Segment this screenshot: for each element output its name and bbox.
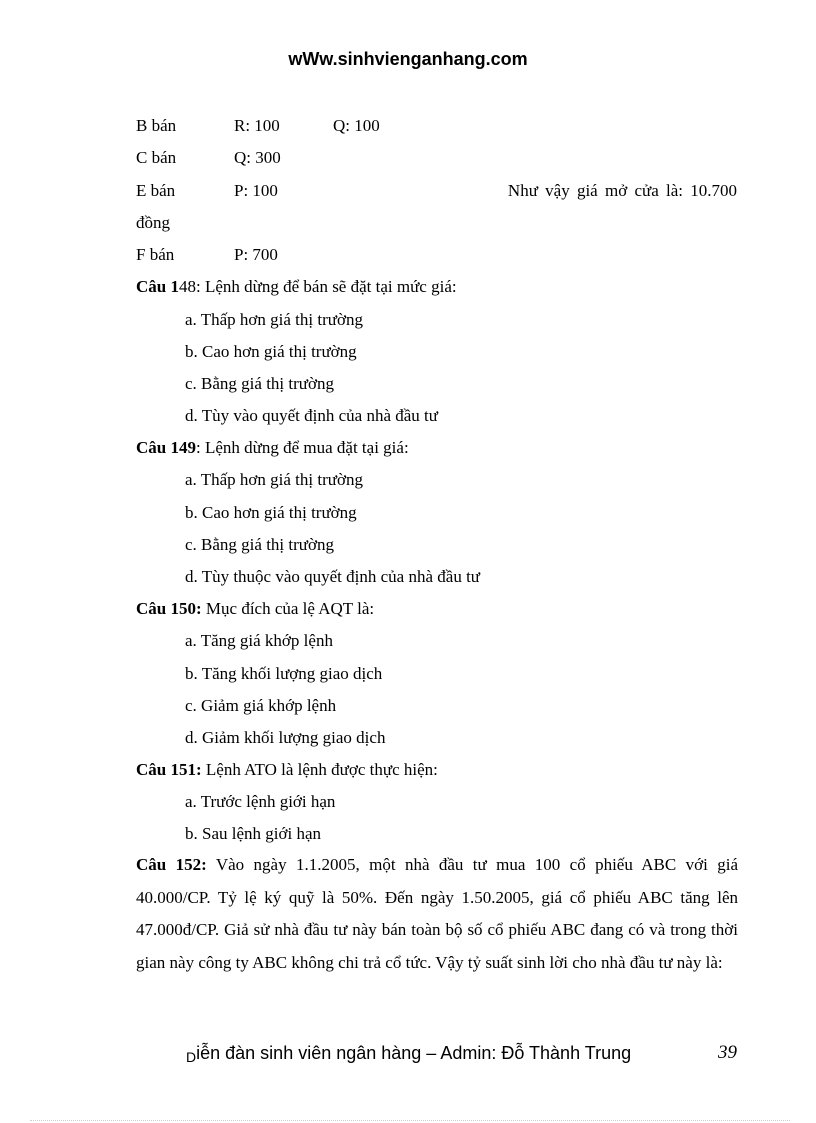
question-148-option-a: a. Thấp hơn giá thị trường [185, 310, 363, 329]
question-150-option-c: c. Giảm giá khớp lệnh [185, 696, 337, 715]
question-152 [136, 849, 738, 979]
question-148-option-d: d. Tùy vào quyết định của nhà đầu tư [185, 406, 438, 425]
question-151 [136, 761, 438, 778]
opening-price-note-cont: đồng [136, 213, 170, 232]
question-151-option-b: b. Sau lệnh giới hạn [185, 824, 321, 843]
footer-initial: D [186, 1049, 197, 1065]
question-149-option-c: c. Bằng giá thị trường [185, 535, 334, 554]
question-148 [136, 278, 457, 295]
question-149-option-d: d. Tùy thuộc vào quyết định của nhà đầu tư [185, 567, 481, 586]
question-148-option-c: c. Bằng giá thị trường [185, 374, 334, 393]
question-152-text: Vào ngày 1.1.2005, một nhà đầu tư mua 100 cổ phiếu ABC với giá 40.000/CP. Tỷ lệ ký quỹ là 50%. Đến ngày 1.50.2005, giá cổ phiếu ABC tăng lên 47.000đ/CP. Giả sử nhà đầu tư này bán toàn bộ số cổ phiếu ABC đang có và trong thời gian này công ty ABC không chi trả cổ tức. Vậy tỷ suất sinh lời cho nhà đầu tư này là: [136, 855, 738, 972]
row-f-seller: F bán [136, 245, 175, 264]
question-150 [136, 600, 374, 617]
question-148-label: Câu 1 [136, 277, 179, 296]
question-151-option-a: a. Trước lệnh giới hạn [185, 792, 336, 811]
bottom-divider [30, 1120, 790, 1121]
question-149-option-a: a. Thấp hơn giá thị trường [185, 470, 363, 489]
row-b-seller: B bán [136, 116, 177, 135]
question-149-text: : Lệnh dừng để mua đặt tại giá: [195, 438, 409, 457]
row-e-price-p: P: 100 [234, 181, 278, 200]
opening-price-note: Như vậy giá mở cửa là: 10.700 [507, 181, 737, 200]
page-number: 39 [718, 1042, 737, 1063]
question-148-text: : Lệnh dừng để bán sẽ đặt tại mức giá: [195, 277, 457, 296]
question-151-label: Câu 151: [136, 760, 202, 779]
row-e-seller: E bán [136, 181, 176, 200]
page-footer [186, 1043, 631, 1065]
question-150-option-d: d. Giảm khối lượng giao dịch [185, 728, 386, 747]
question-149-label: Câu 149 [136, 438, 196, 457]
footer-text: iễn đàn sinh viên ngân hàng – Admin: Đỗ Thành Trung [196, 1043, 632, 1063]
question-150-option-a: a. Tăng giá khớp lệnh [185, 631, 333, 650]
row-b-price-q: Q: 100 [333, 116, 380, 135]
row-c-seller: C bán [136, 148, 177, 167]
question-150-label: Câu 150: [136, 599, 202, 618]
question-148-option-b: b. Cao hơn giá thị trường [185, 342, 357, 361]
question-148-label-rest: 48 [178, 277, 196, 296]
question-150-text: Mục đích của lệ AQT là: [201, 599, 375, 618]
row-f-price-p: P: 700 [234, 245, 278, 264]
site-header: wWw.sinhvienganhang.com [288, 49, 528, 69]
row-c-price-q: Q: 300 [234, 148, 281, 167]
question-151-text: Lệnh ATO là lệnh được thực hiện: [201, 760, 438, 779]
question-150-option-b: b. Tăng khối lượng giao dịch [185, 664, 383, 683]
row-b-price-r: R: 100 [234, 116, 280, 135]
question-149-option-b: b. Cao hơn giá thị trường [185, 503, 357, 522]
question-152-label: Câu 152: [136, 855, 207, 874]
question-149 [136, 439, 409, 456]
